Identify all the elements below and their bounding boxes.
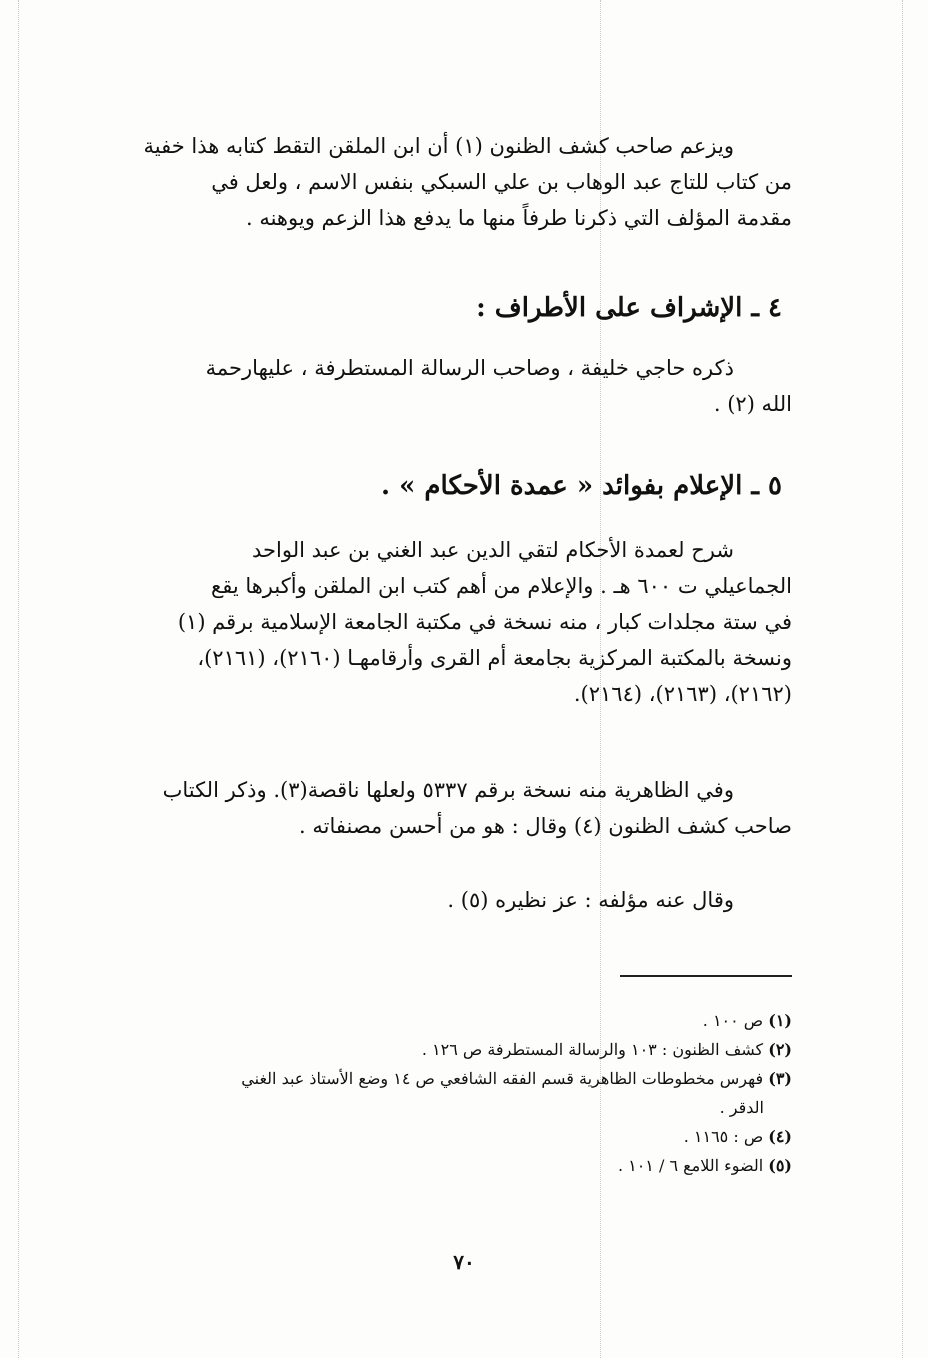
text-line: وقال عنه مؤلفه : عز نظيره (٥) .	[447, 888, 734, 912]
footnote-separator	[620, 975, 792, 977]
text-line: صاحب كشف الظنون (٤) وقال : هو من أحسن مصنفاته .	[299, 814, 792, 838]
text-line: الجماعيلي ت ٦٠٠ هـ . والإعلام من أهم كتب ابن الملقن وأكبرها يقع	[211, 574, 792, 598]
text-line: وفي الظاهرية منه نسخة برقم ٥٣٣٧ ولعلها ناقصة(٣). وذكر الكتاب	[162, 778, 734, 802]
footnote-text: ص ١٠٠ .	[702, 1011, 764, 1030]
footnotes	[104, 1006, 792, 1180]
text-line: الله (٢) .	[713, 392, 792, 416]
section-heading-5: ٥ ـ الإعلام بفوائد « عمدة الأحكام » .	[381, 471, 782, 501]
footnote-text: ص : ١١٦٥ .	[683, 1127, 764, 1146]
paragraph-2	[104, 350, 792, 422]
paragraph-1	[104, 128, 792, 236]
footnote-number: (٤)	[768, 1127, 792, 1146]
footnote-item	[104, 1006, 792, 1035]
text-line: ويزعم صاحب كشف الظنون (١) أن ابن الملقن التقط كتابه هذا خفية	[143, 134, 734, 158]
section-heading-4: ٤ ـ الإشراف على الأطراف :	[476, 293, 782, 323]
page-number: ٧٠	[453, 1250, 475, 1274]
footnote-item	[104, 1035, 792, 1064]
footnote-item	[104, 1151, 792, 1180]
footnote-number: (٥)	[768, 1156, 792, 1175]
footnote-number: (٣)	[768, 1069, 792, 1088]
paragraph-5	[104, 882, 792, 918]
footnote-text: الدقر .	[719, 1098, 764, 1117]
text-line: مقدمة المؤلف التي ذكرنا طرفاً منها ما يدفع هذا الزعم ويوهنه .	[245, 206, 792, 230]
footnote-item	[104, 1122, 792, 1151]
text-line: ونسخة بالمكتبة المركزية بجامعة أم القرى وأرقامهـا (٢١٦٠)، (٢١٦١)،	[197, 646, 792, 670]
footnote-text: الضوء اللامع ٦ / ١٠١ .	[617, 1156, 764, 1175]
text-line: شرح لعمدة الأحكام لتقي الدين عبد الغني بن عبد الواحد	[252, 538, 734, 562]
text-line: من كتاب للتاج عبد الوهاب بن علي السبكي بنفس الاسم ، ولعل في	[211, 170, 792, 194]
footnote-item	[104, 1064, 792, 1093]
scan-margin-line	[902, 0, 903, 1358]
text-line: في ستة مجلدات كبار ، منه نسخة في مكتبة الجامعة الإسلامية برقم (١)	[177, 610, 792, 634]
text-line: ذكره حاجي خليفة ، وصاحب الرسالة المستطرفة ، عليهارحمة	[205, 356, 734, 380]
scan-margin-line	[18, 0, 19, 1358]
footnote-item	[104, 1093, 792, 1122]
footnote-number: (٢)	[768, 1040, 792, 1059]
paragraph-3	[104, 532, 792, 712]
footnote-number: (١)	[768, 1011, 792, 1030]
footnote-text: كشف الظنون : ١٠٣ والرسالة المستطرفة ص ١٢٦ .	[421, 1040, 764, 1059]
text-line: (٢١٦٢)، (٢١٦٣)، (٢١٦٤).	[573, 682, 792, 706]
paragraph-4	[104, 772, 792, 844]
footnote-text: فهرس مخطوطات الظاهرية قسم الفقه الشافعي ص ١٤ وضع الأستاذ عبد الغني	[241, 1069, 764, 1088]
